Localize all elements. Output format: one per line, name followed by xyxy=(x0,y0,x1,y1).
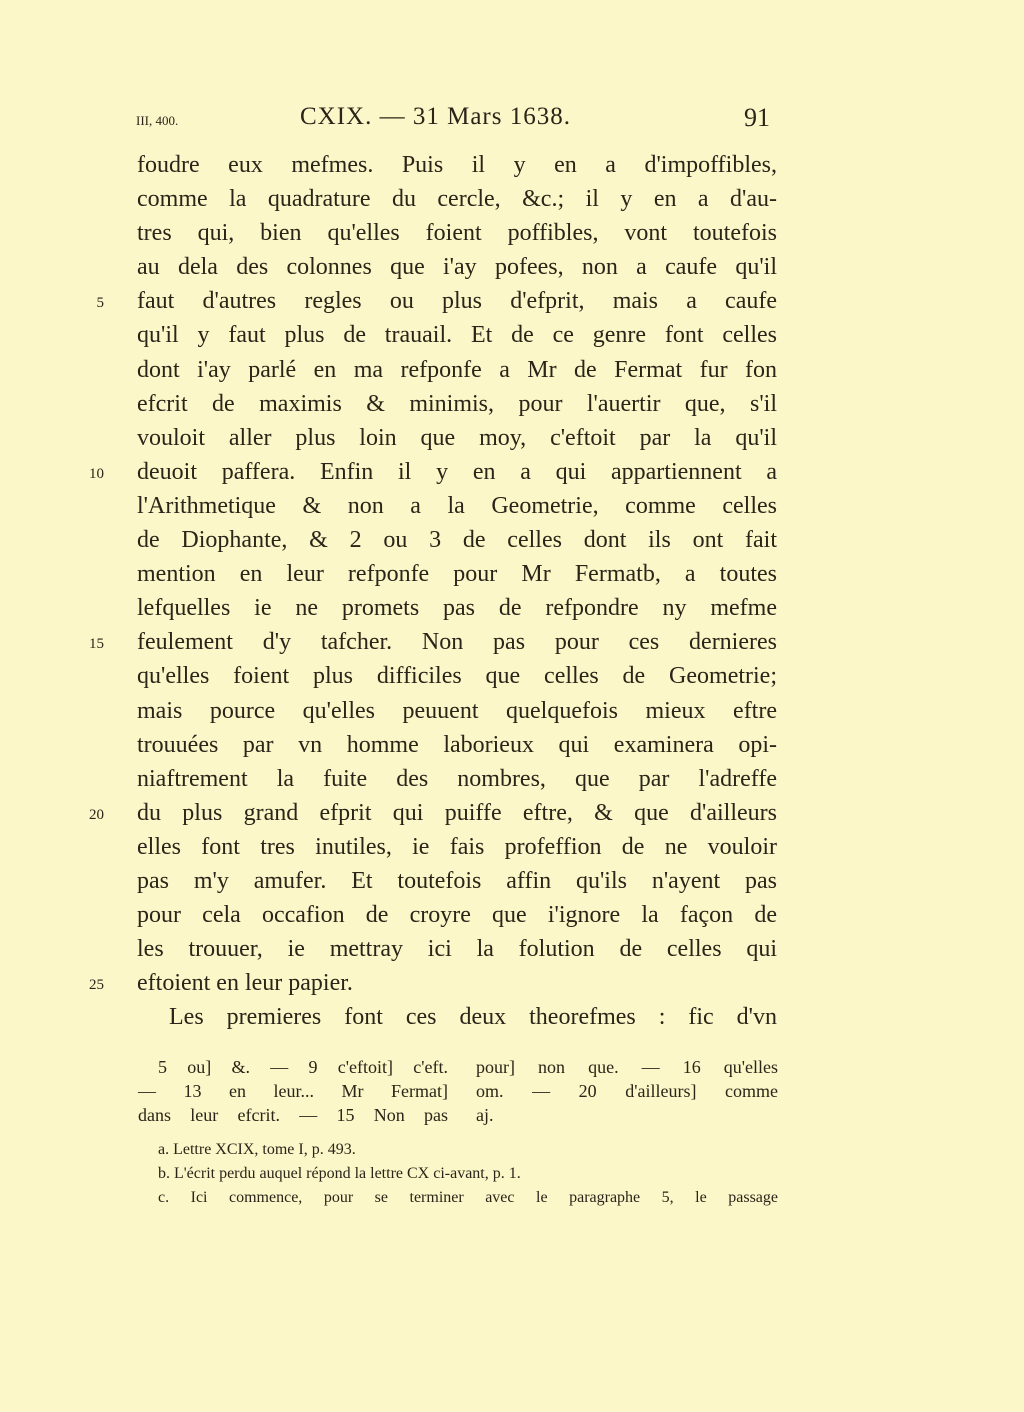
footnote: c. Ici commence, pour se terminer avec le paragraphe 5, le passage xyxy=(158,1189,778,1206)
line-text: eftoient en leur papier. xyxy=(137,970,353,997)
text-line xyxy=(89,966,777,1000)
variant-line: 5 ou] &. — 9 c'eftoit] c'eft. xyxy=(158,1057,448,1077)
line-number: 25 xyxy=(89,977,104,994)
line-text: au dela des colonnes que i'ay pofees, non a caufe qu'il xyxy=(137,254,777,281)
line-text: dont i'ay parlé en ma refponfe a Mr de Fermat fur fon xyxy=(137,356,777,383)
text-line xyxy=(137,216,777,250)
text-line xyxy=(137,318,777,352)
line-text: pas m'y amufer. Et toutefois affin qu'ils n'ayent pas xyxy=(137,867,777,894)
line-text: qu'il y faut plus de trauail. Et de ce genre font celles xyxy=(137,322,777,349)
text-line xyxy=(89,455,777,489)
line-text: mais pource qu'elles peuuent quelquefois mieux eftre xyxy=(137,697,777,724)
line-number: 10 xyxy=(89,465,104,482)
line-number: 20 xyxy=(89,806,104,823)
variant-line: aj. xyxy=(476,1105,494,1125)
line-number: 5 xyxy=(96,295,104,312)
line-text: trouuées par vn homme laborieux qui examinera opi- xyxy=(137,731,777,758)
text-line xyxy=(137,353,777,387)
variant-line: dans leur efcrit. — 15 Non pas xyxy=(138,1105,448,1125)
line-text: elles font tres inutiles, ie fais profeffion de ne vouloir xyxy=(137,833,777,860)
text-line xyxy=(89,625,777,659)
letter-title: CXIX. — 31 Mars 1638. xyxy=(300,103,571,130)
line-text: l'Arithmetique & non a la Geometrie, comme celles xyxy=(137,492,777,519)
text-line xyxy=(89,796,777,830)
line-text: pour cela occafion de croyre que i'ignore la façon de xyxy=(137,902,777,929)
line-text: deuoit paffera. Enfin il y en a qui appartiennent a xyxy=(137,458,777,485)
text-line xyxy=(137,728,777,762)
volume-reference: III, 400. xyxy=(136,113,179,128)
text-line xyxy=(137,659,777,693)
main-text xyxy=(89,148,777,1034)
text-line xyxy=(137,830,777,864)
line-text: lefquelles ie ne promets pas de refpondre ny mefme xyxy=(137,595,777,622)
footnote: b. L'écrit perdu auquel répond la lettre CX ci-avant, p. 1. xyxy=(158,1165,521,1182)
line-text: efcrit de maximis & minimis, pour l'auertir que, s'il xyxy=(137,390,777,417)
text-line xyxy=(137,421,777,455)
line-text: de Diophante, & 2 ou 3 de celles dont ils ont fait xyxy=(137,527,777,554)
line-text: les trouuer, ie mettray ici la folution de celles qui xyxy=(137,936,777,963)
line-text: tres qui, bien qu'elles foient poffibles, vont toutefois xyxy=(137,220,777,247)
line-text: vouloit aller plus loin que moy, c'eftoit par la qu'il xyxy=(137,424,777,451)
variant-line: om. — 20 d'ailleurs] comme xyxy=(476,1081,778,1101)
text-line xyxy=(137,694,777,728)
text-line xyxy=(96,284,777,318)
text-line xyxy=(137,762,777,796)
line-text: du plus grand efprit qui puiffe eftre, & que d'ailleurs xyxy=(137,799,777,826)
line-text: niaftrement la fuite des nombres, que par l'adreffe xyxy=(137,765,777,792)
text-line xyxy=(137,557,777,591)
text-line xyxy=(137,182,777,216)
text-line xyxy=(137,387,777,421)
variant-line: pour] non que. — 16 qu'elles xyxy=(476,1057,778,1077)
text-line xyxy=(137,250,777,284)
line-text: Les premieres font ces deux theorefmes : fic d'vn xyxy=(169,1004,777,1031)
line-text: comme la quadrature du cercle, &c.; il y en a d'au- xyxy=(137,186,777,213)
text-line xyxy=(137,148,777,182)
variants-left-column xyxy=(138,1055,448,1127)
text-line xyxy=(137,489,777,523)
text-line xyxy=(137,523,777,557)
line-text: faut d'autres regles ou plus d'efprit, mais a caufe xyxy=(137,288,777,315)
line-text: foudre eux mefmes. Puis il y en a d'impoffibles, xyxy=(137,152,777,178)
line-number: 15 xyxy=(89,636,104,653)
footnotes xyxy=(158,1138,778,1210)
text-line xyxy=(137,932,777,966)
page-number: 91 xyxy=(744,103,770,132)
running-header xyxy=(136,103,776,139)
text-line xyxy=(137,591,777,625)
text-line xyxy=(137,864,777,898)
footnote: a. Lettre XCIX, tome I, p. 493. xyxy=(158,1141,356,1158)
variants-right-column xyxy=(476,1055,778,1127)
line-text: qu'elles foient plus difficiles que celles de Geometrie; xyxy=(137,663,777,690)
text-line xyxy=(137,898,777,932)
text-line xyxy=(137,1000,777,1034)
line-text: feulement d'y tafcher. Non pas pour ces dernieres xyxy=(137,629,777,656)
variant-line: — 13 en leur... Mr Fermat] xyxy=(138,1081,448,1101)
line-text: mention en leur refponfe pour Mr Fermatb, a toutes xyxy=(137,561,777,588)
